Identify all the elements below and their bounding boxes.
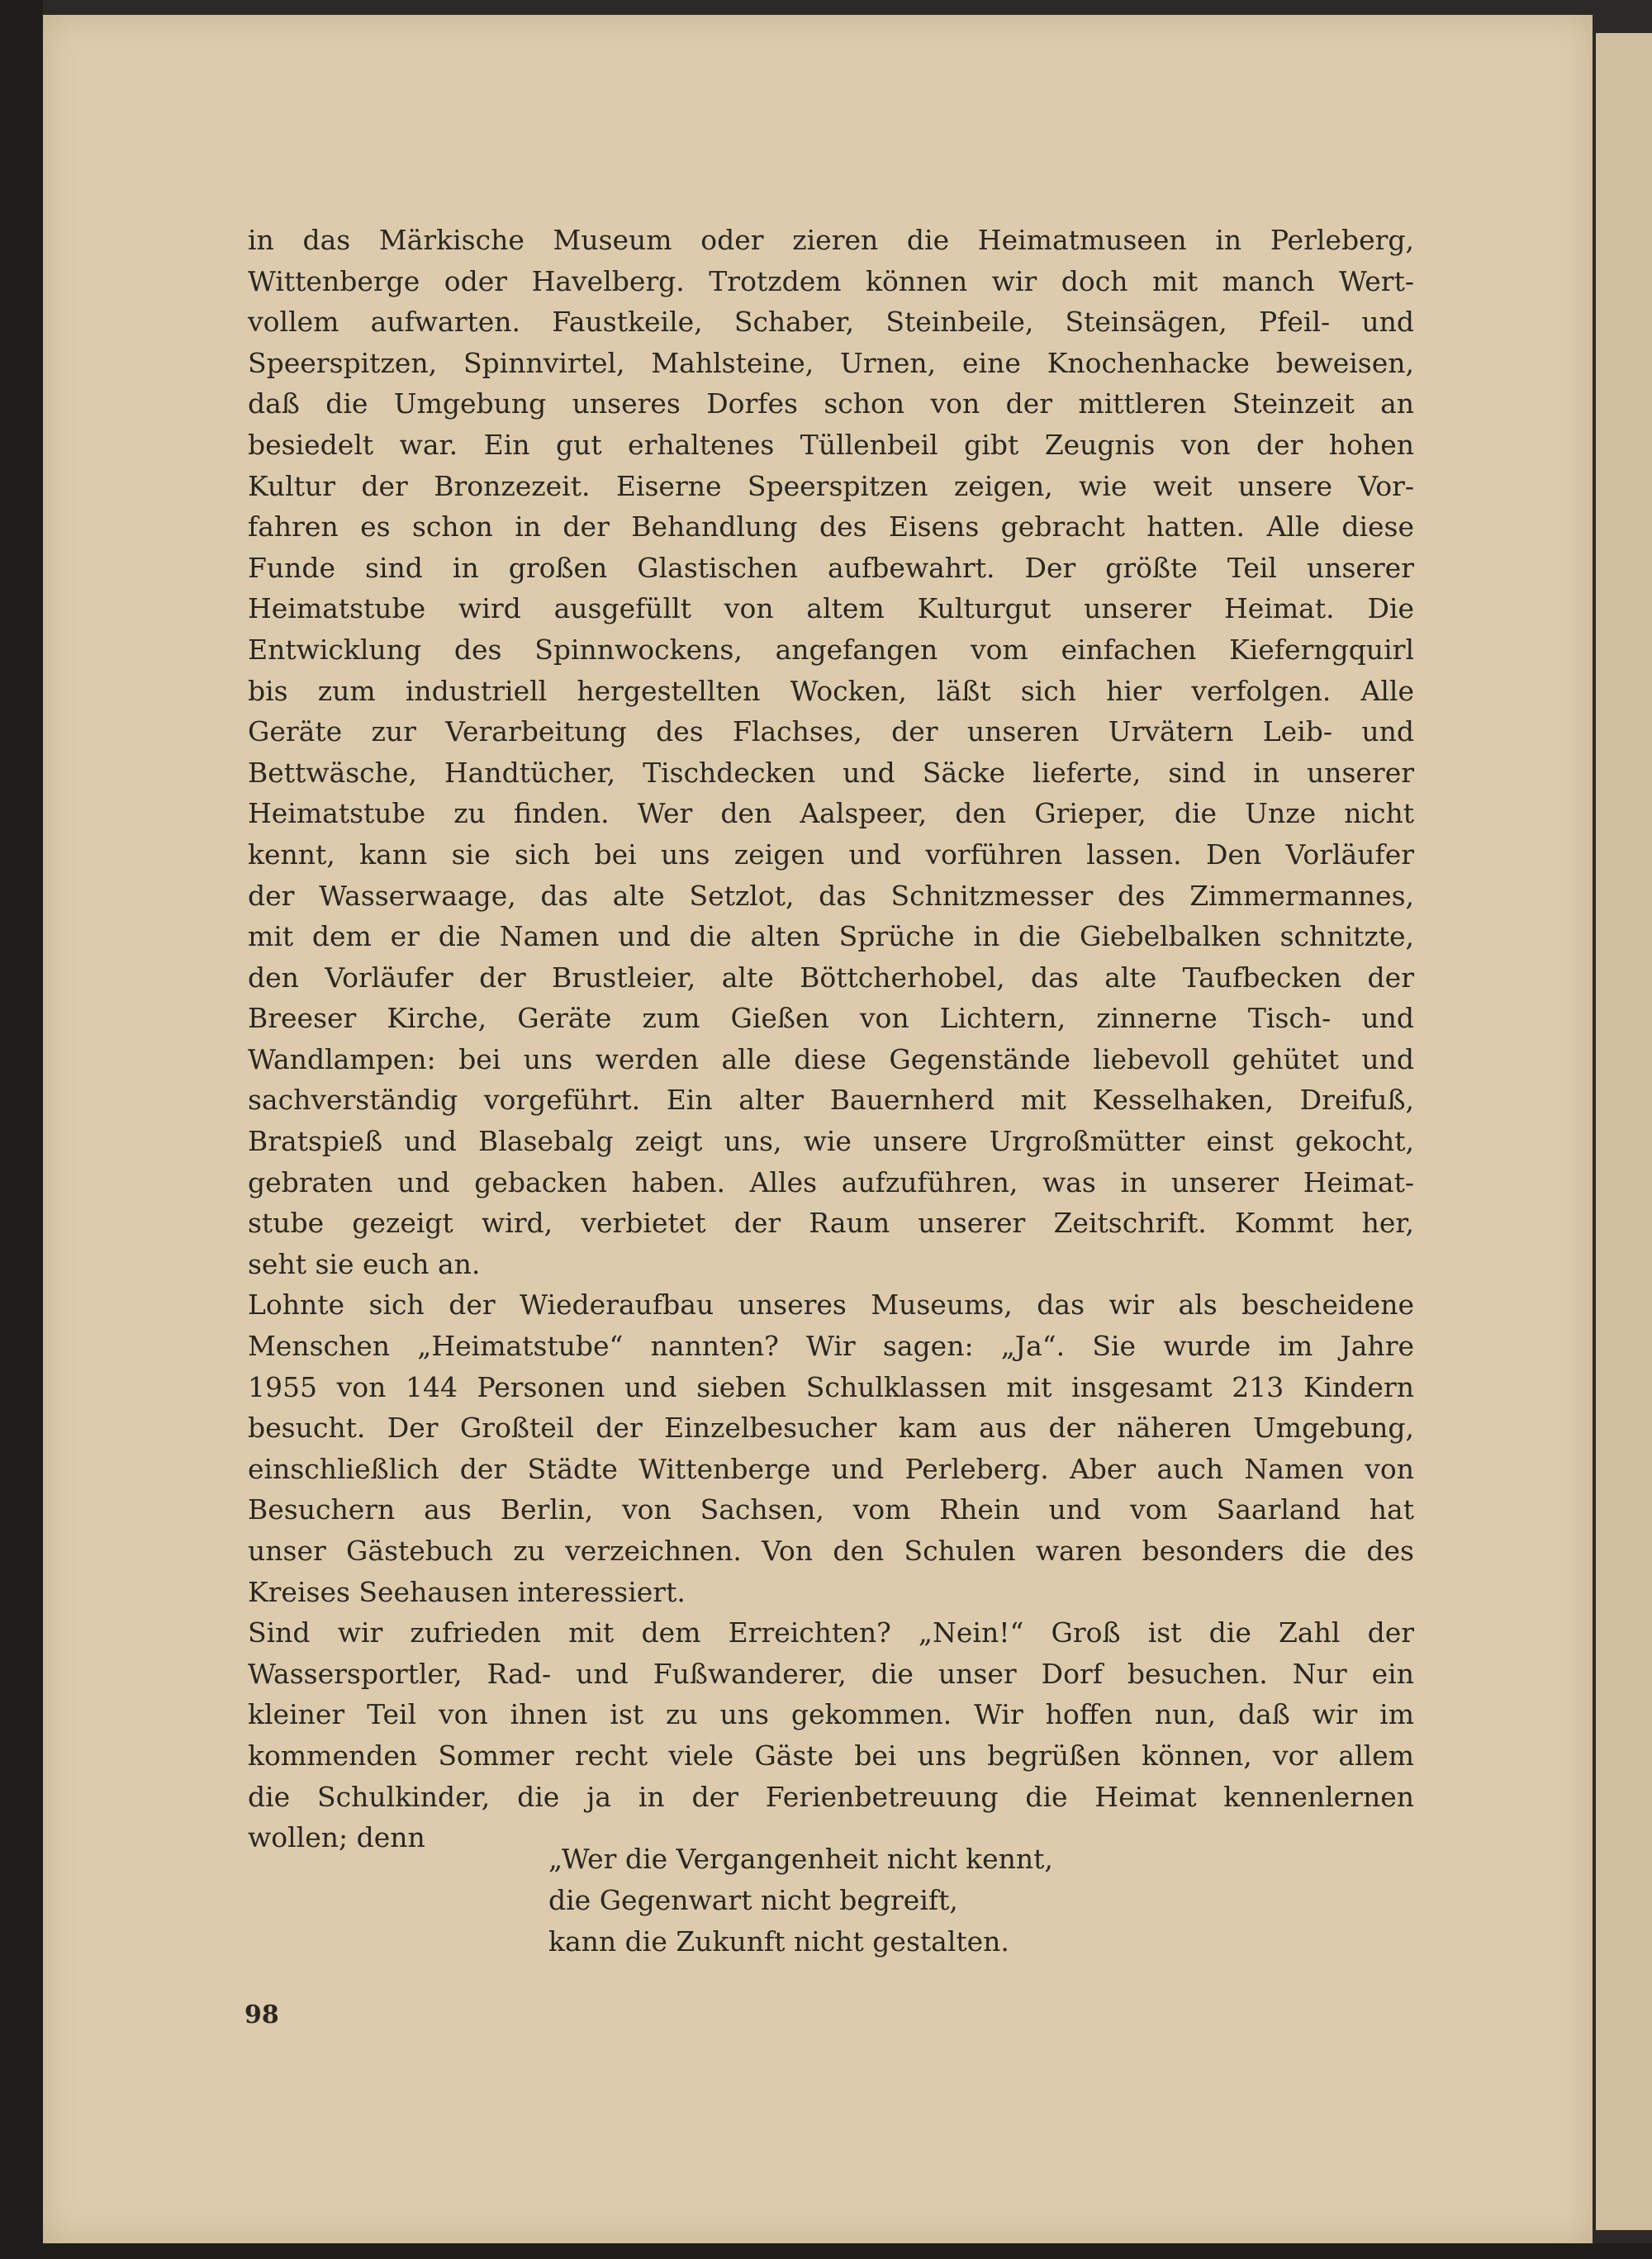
text-line: mit dem er die Namen und die alten Sprüche in die Giebelbalken schnitzte,: [248, 920, 1414, 953]
text-line: Breeser Kirche, Geräte zum Gießen von Lichtern, zinnerne Tisch- und: [248, 1002, 1414, 1035]
text-line: besiedelt war. Ein gut erhaltenes Tüllenbeil gibt Zeugnis von der hohen: [248, 428, 1414, 461]
paragraph-1: [248, 220, 1414, 1284]
text-line: wollen; denn: [248, 1821, 425, 1854]
text-line: unser Gästebuch zu verzeichnen. Von den Schulen waren besonders die des: [248, 1535, 1414, 1567]
text-line: besucht. Der Großteil der Einzelbesucher kam aus der näheren Umgebung,: [248, 1412, 1414, 1445]
page-bottom-shadow: [0, 2243, 1652, 2259]
quote-line: die Gegenwart nicht begreift,: [548, 1884, 958, 1916]
text-line: Wittenberge oder Havelberg. Trotzdem können wir doch mit manch Wert-: [248, 264, 1414, 297]
text-line: Kreises Seehausen interessiert.: [248, 1575, 686, 1608]
page-number: 98: [244, 2000, 279, 2029]
text-line: Speerspitzen, Spinnvirtel, Mahlsteine, Urnen, eine Knochenhacke beweisen,: [248, 346, 1414, 379]
text-line: kleiner Teil von ihnen ist zu uns gekommen. Wir hoffen nun, daß wir im: [248, 1698, 1414, 1731]
paragraph-3: [248, 1612, 1414, 1858]
text-line: Bratspieß und Blasebalg zeigt uns, wie unsere Urgroßmütter einst gekocht,: [248, 1125, 1414, 1158]
text-line: kommenden Sommer recht viele Gäste bei uns begrüßen können, vor allem: [248, 1739, 1414, 1772]
text-line: Kultur der Bronzezeit. Eiserne Speerspitzen zeigen, wie weit unsere Vor-: [248, 469, 1414, 502]
text-line: daß die Umgebung unseres Dorfes schon von der mittleren Steinzeit an: [248, 387, 1414, 420]
text-line: kennt, kann sie sich bei uns zeigen und vorführen lassen. Den Vorläufer: [248, 838, 1414, 871]
next-page-edge: [1596, 33, 1652, 2230]
text-line: stube gezeigt wird, verbietet der Raum unserer Zeitschrift. Kommt her,: [248, 1207, 1414, 1240]
body-text: [248, 220, 1414, 1858]
page-left-shadow: [0, 0, 43, 2259]
text-line: Heimatstube zu finden. Wer den Aalspeer, den Grieper, die Unze nicht: [248, 797, 1414, 830]
text-line: der Wasserwaage, das alte Setzlot, das Schnitzmesser des Zimmermannes,: [248, 879, 1414, 912]
text-line: die Schulkinder, die ja in der Ferienbetreuung die Heimat kennenlernen: [248, 1780, 1414, 1813]
text-line: Besuchern aus Berlin, von Sachsen, vom Rhein und vom Saarland hat: [248, 1493, 1414, 1526]
text-line: Heimatstube wird ausgefüllt von altem Kulturgut unserer Heimat. Die: [248, 592, 1414, 625]
text-line: sachverständig vorgeführt. Ein alter Bauernherd mit Kesselhaken, Dreifuß,: [248, 1084, 1414, 1117]
text-line: den Vorläufer der Brustleier, alte Böttcherhobel, das alte Taufbecken der: [248, 961, 1414, 994]
text-line: Menschen „Heimatstube“ nannten? Wir sagen: „Ja“. Sie wurde im Jahre: [248, 1330, 1414, 1363]
quote-line: kann die Zukunft nicht gestalten.: [548, 1925, 1009, 1958]
text-line: 1955 von 144 Personen und sieben Schulklassen mit insgesamt 213 Kindern: [248, 1370, 1414, 1403]
text-line: Sind wir zufrieden mit dem Erreichten? „Nein!“ Groß ist die Zahl der: [248, 1616, 1414, 1649]
text-line: vollem aufwarten. Faustkeile, Schaber, Steinbeile, Steinsägen, Pfeil- und: [248, 306, 1414, 339]
text-line: Geräte zur Verarbeitung des Flachses, der unseren Urvätern Leib- und: [248, 715, 1414, 748]
text-line: Funde sind in großen Glastischen aufbewahrt. Der größte Teil unserer: [248, 551, 1414, 584]
paragraph-2: [248, 1284, 1414, 1612]
text-line: bis zum industriell hergestellten Wocken, läßt sich hier verfolgen. Alle: [248, 674, 1414, 707]
text-line: Lohnte sich der Wiederaufbau unseres Museums, das wir als bescheidene: [248, 1288, 1414, 1322]
text-line: Entwicklung des Spinnwockens, angefangen vom einfachen Kieferngquirl: [248, 633, 1414, 666]
text-line: fahren es schon in der Behandlung des Eisens gebracht hatten. Alle diese: [248, 510, 1414, 543]
text-line: Wassersportler, Rad- und Fußwanderer, die unser Dorf besuchen. Nur ein: [248, 1657, 1414, 1690]
quote-block: [548, 1839, 1053, 1962]
text-line: Bettwäsche, Handtücher, Tischdecken und Säcke lieferte, sind in unserer: [248, 756, 1414, 789]
text-line: in das Märkische Museum oder zieren die Heimatmuseen in Perleberg,: [248, 224, 1414, 256]
text-line: seht sie euch an.: [248, 1247, 481, 1280]
text-line: einschließlich der Städte Wittenberge und Perleberg. Aber auch Namen von: [248, 1452, 1414, 1485]
text-line: gebraten und gebacken haben. Alles aufzuführen, was in unserer Heimat-: [248, 1165, 1414, 1198]
text-line: Wandlampen: bei uns werden alle diese Gegenstände liebevoll gehütet und: [248, 1042, 1414, 1075]
quote-line: „Wer die Vergangenheit nicht kennt,: [548, 1843, 1053, 1875]
